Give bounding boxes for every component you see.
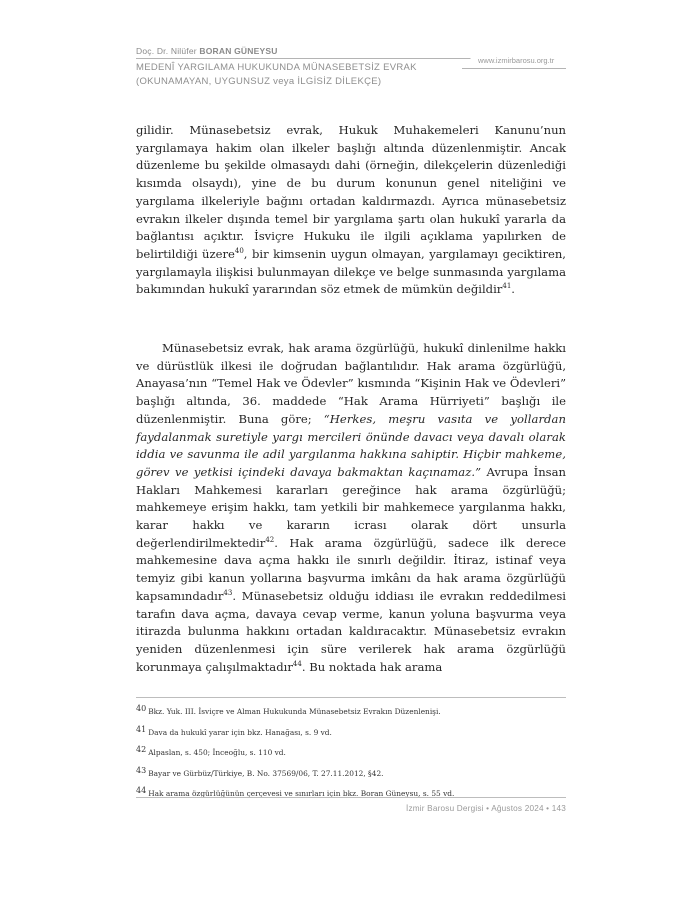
footnote-42 (136, 745, 566, 766)
paragraph-text: . Münasebetsiz olduğu iddiası ile evrakın reddedilmesi tarafın dava açma, davaya cevap verme, kanun yoluna başvurma veya itirazda bulunma hakkını ortadan kaldıracaktır. Münasebetsiz evrakın yeniden düzenlenmesi için süre verilerek hak arama özgürlüğü korunmaya çalışılmaktadır (136, 588, 566, 674)
footnote-separator (136, 697, 566, 698)
running-header-title-line1: MEDENÎ YARGILAMA HUKUKUNDA MÜNASEBETSİZ EVRAK (136, 62, 417, 73)
footnote-ref-42: 42 (265, 535, 275, 544)
footnote-ref-41: 41 (502, 282, 512, 291)
footnote-ref-44: 44 (292, 659, 302, 668)
author-prefix: Doç. Dr. Nilüfer (136, 46, 200, 56)
footnote-number: 44 (136, 786, 147, 795)
paragraph-text: Münasebetsiz evrak, hak arama özgürlüğü, hukukî dinlenilme hakkı ve dürüstlük ilkesi ile doğrudan bağlantılıdır. Hak arama özgürlüğü, Anayasa’nın “Temel Hak ve Ödevler” kısmında “Kişinin Hak ve Ödevleri” başlığı altında, 36. maddede “Hak Arama Hürriyeti” başlığı ile düzenlenmiştir. Buna göre; (136, 341, 566, 426)
paragraph-text: gilidir. Münasebetsiz evrak, Hukuk Muhakemeleri Kanunu’nun yargılamaya hakim olan ilkeler başlığı altında düzenlenmiştir. Ancak düzenleme bu şekilde olmasaydı dahi (örneğin, dilekçelerin düzenlediği kısımda olsaydı), yine de bu durum konunun genel niteliğini ve yargılama ilkeleriyle bağını ortadan kaldırmazdı. Ayrıca münasebetsiz evrakın ilkeler dışında temel bir yargılama şartı olan hukukî yararla da bağlantısı açıktır. İsviçre Hukuku ile ilgili açıklama yapılırken de belirtildiği üzere (136, 123, 566, 261)
body-paragraph-1 (136, 122, 566, 299)
footnotes (136, 704, 566, 807)
constitution-quote: “Herkes, meşru vasıta ve yollardan faydalanmak suretiyle yargı mercileri önünde davacı veya davalı olarak iddia ve savunma ile adil yargılanma hakkına sahiptir. Hiçbir mahkeme, görev ve yetkisi içindeki davaya bakmaktan kaçınamaz.” (136, 411, 566, 479)
footnote-text: Dava da hukukî yarar için bkz. Hanağası, s. 9 vd. (148, 727, 332, 737)
footnote-number: 40 (136, 704, 147, 713)
header-rule-right (462, 68, 566, 69)
footnote-text: Hak arama özgürlüğünün çerçevesi ve sınırları için bkz. Boran Güneysu, s. 55 vd. (148, 789, 455, 798)
footnote-text: Alpaslan, s. 450; İnceoğlu, s. 110 vd. (148, 748, 286, 757)
running-header-author (136, 46, 278, 56)
footer-rule (136, 797, 566, 798)
footnote-number: 41 (136, 724, 147, 734)
paragraph-text: Avrupa İnsan Hakları Mahkemesi kararları gereğince hak arama özgürlüğü; mahkemeye erişim hakkı, tam yetkili bir mahkemece yargılanma hakkı, karar hakkı ve kararın icrası olarak dört unsurla değerlendirilmektedir (136, 464, 566, 550)
footnote-text: Bkz. Yuk. III. İsviçre ve Alman Hukukunda Münasebetsiz Evrakın Düzenlenişi. (148, 707, 441, 716)
paragraph-text: . (511, 282, 515, 297)
footnote-text: Bayar ve Gürbüz/Türkiye, B. No. 37569/06, T. 27.11.2012, §42. (148, 768, 384, 778)
header-rule-left (136, 58, 462, 59)
footnote-number: 42 (136, 745, 147, 754)
footnote-ref-40: 40 (234, 247, 244, 256)
paragraph-text: . Bu noktada hak arama (301, 659, 443, 674)
paragraph-text: , bir kimsenin uygun olmayan, yargılamayı geciktiren, yargılamayla ilişkisi bulunmayan dilekçe ve belge sunmasında yargılama bakımından hukukî yararından söz etmek de mümkün değildir (136, 246, 566, 297)
footnote-40 (136, 704, 566, 725)
page-footer: İzmir Barosu Dergisi • Ağustos 2024 • 143 (405, 804, 566, 813)
body-paragraph-2 (136, 340, 566, 676)
footnote-ref-43: 43 (223, 588, 233, 597)
footnote-number: 43 (136, 765, 147, 775)
footnote-43 (136, 766, 566, 787)
author-name: BORAN GÜNEYSU (199, 46, 278, 56)
header-url: www.izmirbarosu.org.tr (478, 56, 555, 65)
footnote-41 (136, 725, 566, 746)
paragraph-text: . Hak arama özgürlüğü, sadece ilk derece mahkemesine dava açma hakkı ile sınırlı değildir. İtiraz, istinaf veya temyiz gibi kanun yollarına başvurma imkânı da hak arama özgürlüğü kapsamındadır (136, 535, 566, 603)
running-header-title-line2: (OKUNAMAYAN, UYGUNSUZ veya İLGİSİZ DİLEKÇE) (136, 76, 382, 87)
